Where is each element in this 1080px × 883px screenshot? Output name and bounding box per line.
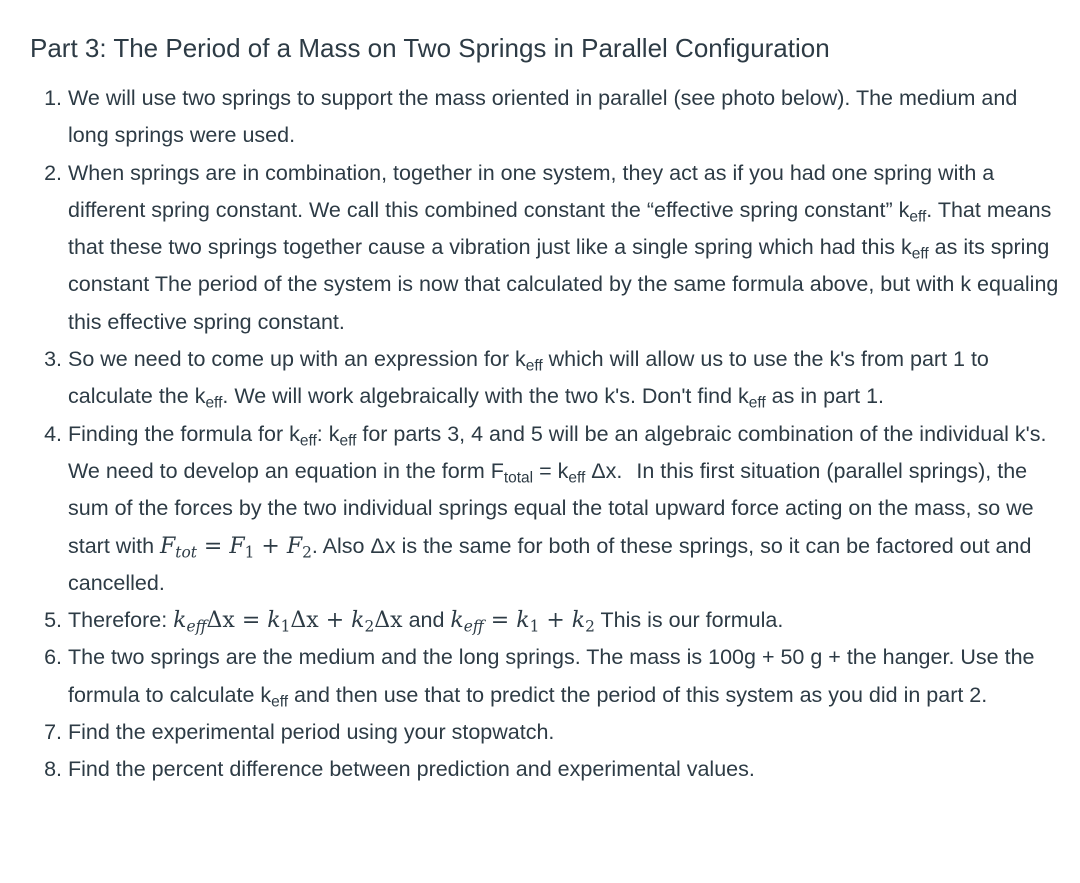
- subscript-eff: eff: [205, 395, 223, 413]
- list-item-2: [68, 155, 1060, 341]
- step-2-part-1: When springs are in combination, together in one system, they act as if you had one spring with a different spring constant. We call this combined constant the “effective spring constant” k: [68, 160, 995, 222]
- step-3-part-2: which will allow us to use the k's from part 1 to calculate the k: [68, 347, 989, 409]
- step-4-part-7: . Also Δx is the same for both of these springs, so it can be factored out and cancelled.: [68, 533, 1032, 595]
- equation-force-sum: $F_{tot} = F_1 + F_2$: [160, 533, 312, 562]
- step-6-part-1: The two springs are the medium and the long springs. The mass is 100g + 50 g + the hanger. Use the formula to calculate k: [68, 645, 1035, 707]
- instruction-list: [30, 80, 1060, 789]
- list-item-3: [68, 341, 1060, 416]
- list-item-5: [68, 602, 1060, 639]
- step-7-text: Find the experimental period using your stopwatch.: [68, 720, 555, 745]
- subscript-eff: eff: [748, 395, 766, 413]
- step-5-part-1: Therefore:: [68, 608, 168, 633]
- step-8-text: Find the percent difference between prediction and experimental values.: [68, 757, 755, 782]
- step-2-part-3: as its spring constant The period of the system is now that calculated by the same formula above, but with k equaling this effective spring constant.: [68, 235, 1059, 334]
- step-4-part-5: Δx.: [585, 458, 623, 483]
- step-1-text: We will use two springs to support the mass oriented in parallel (see photo below). The medium and long springs were used.: [68, 86, 1018, 148]
- step-4-part-6: In this first situation (parallel springs), the sum of the forces by the two individual springs equal the total upward force acting on the mass, so we start with: [68, 458, 1034, 558]
- step-3-part-1: So we need to come up with an expression for k: [68, 347, 526, 372]
- page-title: Part 3: The Period of a Mass on Two Springs in Parallel Configuration: [30, 33, 830, 63]
- document-page: [30, 28, 1060, 789]
- equation-keff-formula: $k_{eff} = k_1 + k_2$: [450, 608, 595, 636]
- step-4-part-4: = k: [533, 458, 569, 483]
- equation-force-balance: $k_{eff}\Delta x = k_1\Delta x + k_2\Delta x$: [173, 608, 403, 636]
- step-3-part-4: as in part 1.: [765, 384, 885, 409]
- list-item-8: [68, 751, 1060, 788]
- step-4-part-3: for parts 3, 4 and 5 will be an algebraic combination of the individual k's. We need to develop an equation in the form F: [68, 421, 1047, 483]
- subscript-eff: eff: [911, 245, 929, 263]
- subscript-eff: eff: [568, 469, 586, 487]
- list-item-7: [68, 714, 1060, 751]
- list-item-6: [68, 639, 1060, 714]
- step-4-part-1: Finding the formula for k: [68, 421, 300, 446]
- list-item-1: [68, 80, 1060, 155]
- step-3-part-3: . We will work algebraically with the two k's. Don't find k: [222, 384, 749, 409]
- subscript-total: total: [503, 469, 534, 487]
- step-6-part-2: and then use that to predict the period of this system as you did in part 2.: [288, 682, 988, 707]
- step-5-part-2: and: [408, 608, 445, 633]
- subscript-eff: eff: [525, 357, 543, 375]
- subscript-eff: eff: [339, 432, 357, 450]
- step-2-part-2: . That means that these two springs together cause a vibration just like a single spring which had this k: [68, 197, 1052, 260]
- step-4-part-2: : k: [316, 421, 340, 446]
- subscript-eff: eff: [909, 208, 927, 226]
- subscript-eff: eff: [299, 432, 317, 450]
- subscript-eff: eff: [271, 693, 289, 711]
- step-5-part-3: This is our formula.: [600, 608, 784, 633]
- list-item-4: [68, 416, 1060, 602]
